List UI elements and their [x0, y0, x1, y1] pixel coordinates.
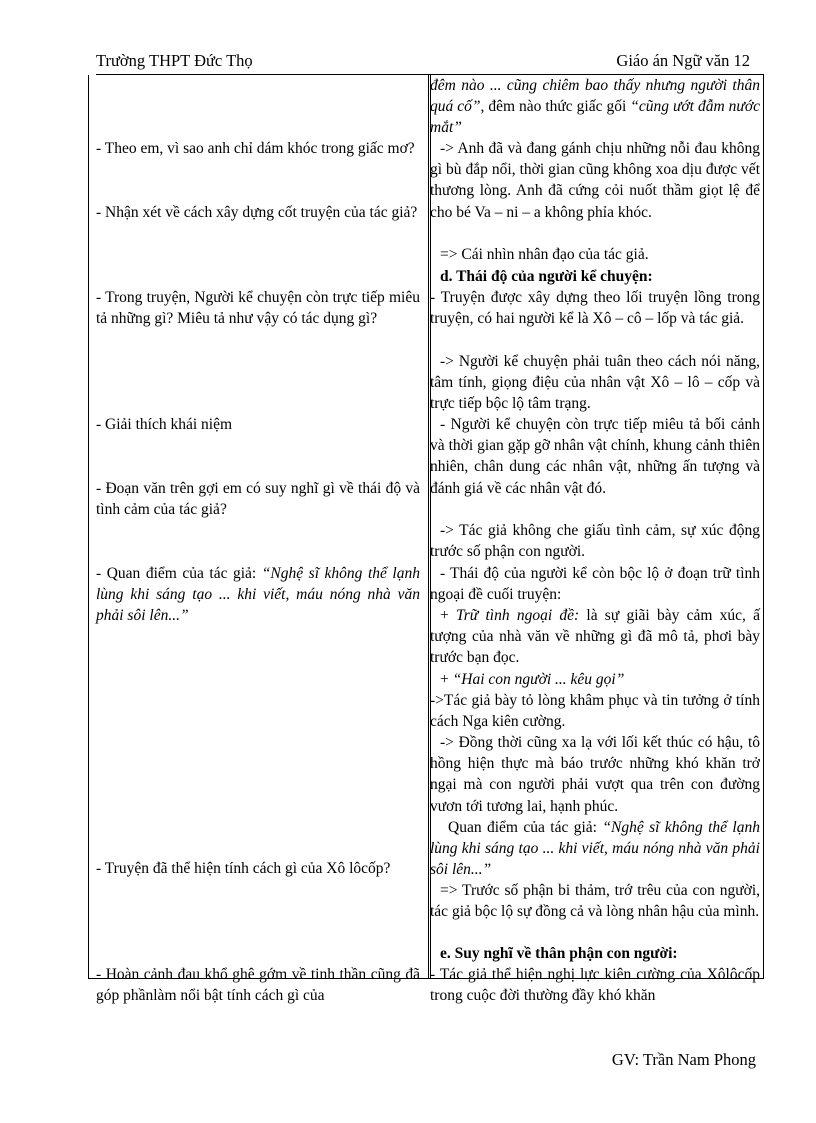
subject-name: Giáo án Ngữ văn 12	[616, 51, 750, 70]
digression-rest: là sự giãi bày cảm xúc, ấ tượng của nhà văn về những gì đã mô tả, phơi bày trước bạn đọc.	[430, 607, 760, 667]
answer-lyrical-digression: - Thái độ của người kể còn bộc lộ ở đoạn trữ tình ngoại đề cuối truyện:	[430, 565, 760, 604]
digression-term: Trữ tình ngoại đề:	[455, 607, 580, 624]
answer-narrator-voice: -> Người kể chuyện phải tuân theo cách nói năng, tâm tính, giọng điệu của nhân vật Xô – lô – cốp và trực tiếp bộc lộ tâm trạng.	[430, 353, 760, 413]
two-people-quote: “Hai con người ... kêu gọi”	[452, 671, 625, 688]
answer-author-emotion: -> Tác giả không che giấu tình cảm, sự xúc động trước số phận con người.	[430, 522, 760, 561]
quote-bullet: +	[440, 671, 453, 688]
viewpoint-lead-right: Quan điểm của tác giả:	[448, 819, 603, 836]
answer-willpower: - Tác giả thể hiện nghị lực kiên cường của Xôlôcốp trong cuộc đời thường đầy khó khăn	[430, 966, 760, 1005]
digression-bullet: +	[440, 607, 456, 624]
question-plot-structure: - Nhận xét về cách xây dựng cốt truyện của tác giả?	[96, 204, 418, 221]
answer-narrator-describes: - Người kể chuyện còn trực tiếp miêu tả bối cảnh và thời gian gặp gỡ nhân vật chính, khung cảnh thiên nhiên, chân dung các nhân vật, những ấn tượng và đánh giá về các nhân vật đó.	[430, 416, 760, 497]
question-suffering-context: - Hoàn cảnh đau khổ ghê gớm về tinh thần cũng đã góp phầnlàm nổi bật tính cách gì của	[96, 966, 420, 1005]
viewpoint-quote-right: “Nghệ sĩ không thể lạnh lùng khi sáng tạo ... khi viết, máu nóng nhà văn phải sôi lên...”	[430, 819, 760, 879]
question-cry-in-dream: - Theo em, vì sao anh chỉ dám khóc trong giấc mơ?	[96, 140, 415, 157]
answer-author-viewpoint	[430, 817, 760, 881]
viewpoint-lead: - Quan điểm của tác giả:	[96, 565, 262, 582]
teacher-signature: GV: Trần Nam Phong	[611, 1050, 756, 1069]
answer-digression-definition	[430, 605, 760, 669]
answer-dream-quote	[430, 75, 760, 139]
dream-quote: đêm nào ... cũng chiêm bao thấy nhưng người thân quá cố”	[430, 77, 760, 116]
answer-two-people-quote	[430, 669, 760, 690]
answer-no-happy-ending: -> Đồng thời cũng xa lạ với lối kết thúc có hậu, tô hồng hiện thực mà báo trước những khó khăn trở ngại mà con người phải vượt qua trên con đường vươn tới tương lai, hạnh phúc.	[430, 734, 760, 815]
answer-story-in-story: - Truyện được xây dựng theo lối truyện lồng trong truyện, có hai người kể là Xô – cô – lốp và tác giả.	[430, 289, 760, 328]
question-author-attitude: - Đoạn văn trên gợi em có suy nghĩ gì về thái độ và tình cảm của tác giả?	[96, 480, 420, 519]
page-header	[96, 50, 764, 75]
answer-admiration: ->Tác giả bày tỏ lòng khâm phục và tin tưởng ở tính cách Nga kiên cường.	[430, 692, 760, 731]
answer-compassion: => Trước số phận bi thảm, trớ trêu của con người, tác giả bộc lộ sự đồng cả và lòng nhân hậu của mình.	[430, 882, 760, 921]
question-explain-concept: - Giải thích khái niệm	[96, 416, 233, 433]
school-name: Trường THPT Đức Thọ	[96, 51, 253, 70]
dream-mid-text: , đêm nào thức giấc gối	[480, 98, 631, 116]
tears-quote: “cũng ướt đẫm nước mắt”	[430, 98, 760, 137]
section-heading-human-fate: e. Suy nghĩ về thân phận con người:	[440, 945, 678, 962]
viewpoint-quote: “Nghệ sĩ không thể lạnh lùng khi sáng tạo ... khi viết, máu nóng nhà văn phải sôi lên...”	[96, 565, 420, 625]
question-character-trait: - Truyện đã thể hiện tính cách gì của Xô lôcốp?	[96, 860, 391, 877]
question-author-viewpoint	[96, 563, 420, 627]
section-heading-narrator-attitude: d. Thái độ của người kể chuyện:	[440, 268, 653, 285]
question-narrator-description: - Trong truyện, Người kể chuyện còn trực tiếp miêu tả những gì? Miêu tả như vậy có tác dụng gì?	[96, 289, 420, 328]
answer-pain: -> Anh đã và đang gánh chịu những nỗi đau không gì bù đắp nổi, thời gian cũng không xoa dịu được vết thương lòng. Anh đã cứng cỏi nuốt thầm giọt lệ để cho bé Va – ni – a không phỉa khóc.	[430, 140, 760, 221]
answer-humanist-view: => Cái nhìn nhân đạo của tác giả.	[440, 246, 649, 263]
